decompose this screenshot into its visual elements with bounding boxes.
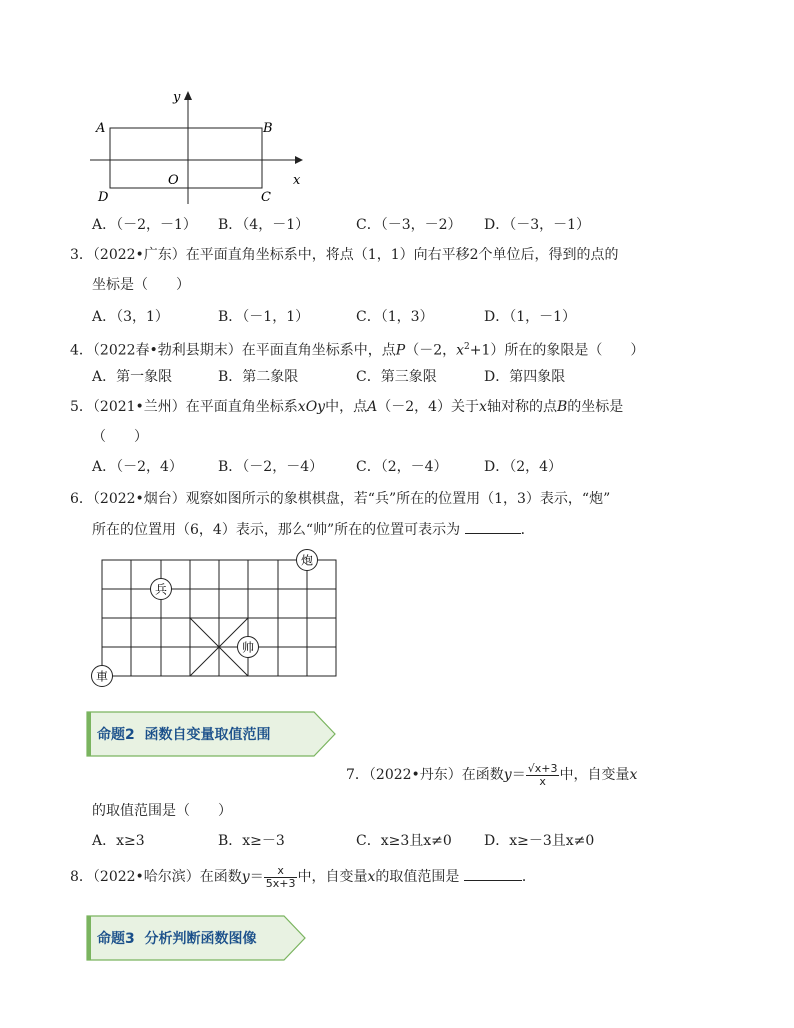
q8-fraction — [264, 865, 298, 890]
topic-banner-2-label: 命题2 — [97, 727, 135, 743]
q8-denominator: 5x+3 — [265, 876, 296, 890]
y-axis-arrow — [184, 91, 192, 100]
board-grid — [102, 560, 336, 676]
q3-line1: 3．（2022•广东）在平面直角坐标系中，将点（1，1）向右平移2个单位后，得到的点的 — [70, 247, 619, 263]
q5-text-1: 5．（2021•兰州）在平面直角坐标系 — [70, 399, 298, 415]
x-axis-arrow — [295, 156, 303, 164]
q2-option-b: B．（4，－1） — [218, 217, 310, 233]
piece-bing-label: 兵 — [154, 582, 168, 597]
label-b: B — [263, 121, 273, 136]
q5-point-b: B — [556, 399, 568, 415]
topic-banner-2-text — [97, 724, 271, 744]
q8-numerator: x — [264, 865, 298, 878]
q7-option-b: B．x≥－3 — [218, 833, 285, 849]
rectangle-abcd — [110, 128, 262, 188]
q5-option-a: A．（－2，4） — [92, 459, 183, 475]
q7-option-a: A．x≥3 — [92, 833, 145, 849]
q8-equals: ＝ — [249, 869, 264, 885]
q6-line2-text: 所在的位置用（6，4）表示，那么“帅”所在的位置可表示为 — [92, 522, 461, 538]
piece-shuai — [238, 637, 259, 658]
q4-text-after: +1）所在的象限是（ ） — [469, 342, 645, 359]
coordinate-figure — [85, 88, 315, 206]
q4-expr-base: x — [456, 342, 465, 359]
q6-answer-blank — [465, 519, 521, 534]
chess-board-figure — [85, 547, 345, 693]
q7-line2: 的取值范围是（ ） — [92, 803, 232, 819]
q2-option-a: A．（－2，－1） — [92, 217, 197, 233]
q4-text-mid: （－2， — [405, 342, 457, 359]
q7-denominator: x — [539, 774, 546, 788]
q7-option-d: D．x≥－3且x≠0 — [484, 833, 595, 849]
q2-option-d: D．（－3，－1） — [484, 217, 591, 233]
topic-banner-3-label: 命题3 — [97, 931, 135, 947]
q8-text-1: 8．（2022•哈尔滨）在函数 — [70, 869, 242, 885]
q8-text-2: 中，自变量 — [297, 869, 368, 885]
q4-option-c: C．第三象限 — [356, 369, 437, 385]
q4-option-a: A．第一象限 — [92, 369, 173, 385]
label-a: A — [96, 121, 106, 136]
label-o: O — [168, 173, 179, 188]
q3-option-c: C．（1，3） — [356, 309, 434, 325]
q5-coordinate-system: xOy — [297, 399, 326, 415]
piece-pao — [297, 550, 318, 571]
piece-che-label: 車 — [95, 669, 109, 684]
piece-pao-label: 炮 — [300, 553, 314, 568]
q3-option-b: B．（－1，1） — [218, 309, 310, 325]
q4-text-before: 4．（2022春•勃利县期末）在平面直角坐标系中，点 — [70, 342, 396, 359]
piece-shuai-label: 帅 — [241, 640, 255, 655]
piece-bing — [151, 579, 172, 600]
q5-option-d: D．（2，4） — [484, 459, 563, 475]
q5-option-b: B．（－2，－4） — [218, 459, 324, 475]
q7-options — [92, 831, 594, 851]
q5-text-4: 轴对称的点 — [486, 399, 557, 415]
q4-option-d: D．第四象限 — [484, 369, 566, 385]
q8-line1 — [70, 863, 536, 891]
q3-option-a: A．（3，1） — [92, 309, 169, 325]
label-c: C — [261, 190, 271, 205]
q5-line2: （ ） — [92, 429, 148, 445]
q7-numerator: √x+3 — [527, 761, 558, 775]
q5-option-c: C．（2，－4） — [356, 459, 448, 475]
q2-option-c: C．（－3，－2） — [356, 217, 462, 233]
q7-var-y: y — [503, 767, 512, 783]
q4-point: P — [395, 342, 406, 359]
q7-text-2: 中，自变量 — [559, 767, 630, 783]
label-y: y — [173, 90, 181, 105]
q6-line2-end: ． — [520, 522, 535, 538]
q7-fraction — [526, 763, 560, 788]
q7-equals: ＝ — [511, 767, 526, 783]
topic-banner-3-text — [97, 928, 257, 948]
label-x: x — [293, 173, 301, 188]
q5-text-2: 中，点 — [325, 399, 368, 415]
q8-answer-blank — [464, 866, 522, 881]
q4-options — [92, 367, 565, 387]
q8-text-3: 的取值范围是 — [375, 869, 460, 885]
q8-end: ． — [521, 869, 536, 885]
label-d: D — [98, 190, 109, 205]
q7-option-c: C．x≥3且x≠0 — [356, 833, 452, 849]
q5-text-3: （－2，4）关于 — [377, 399, 480, 415]
q4-expr-sup: 2 — [464, 342, 470, 352]
q3-option-d: D．（1，－1） — [484, 309, 577, 325]
q5-text-5: 的坐标是 — [567, 399, 624, 415]
q8-var-x: x — [367, 869, 376, 885]
piece-che — [92, 666, 113, 687]
q3-line2: 坐标是（ ） — [92, 277, 190, 293]
q6-line1: 6．（2022•烟台）观察如图所示的象棋棋盘，若“兵”所在的位置用（1，3）表示，“炮” — [70, 491, 611, 507]
topic-banner-3-title: 分析判断函数图像 — [144, 931, 257, 947]
q2-options — [92, 215, 590, 235]
q4-option-b: B．第二象限 — [218, 369, 299, 385]
q7-var-x: x — [629, 767, 638, 783]
q8-var-y: y — [241, 869, 250, 885]
q7-line1 — [346, 761, 637, 789]
q7-text-1: 7．（2022•丹东）在函数 — [346, 767, 504, 783]
q3-options — [92, 307, 576, 327]
q4-line1 — [70, 337, 644, 361]
q5-line1 — [70, 397, 623, 417]
q5-axis: x — [479, 399, 487, 415]
q6-line2 — [92, 519, 535, 540]
q5-options — [92, 457, 562, 477]
q5-point-a: A — [367, 399, 378, 415]
topic-banner-2-title: 函数自变量取值范围 — [144, 727, 271, 743]
